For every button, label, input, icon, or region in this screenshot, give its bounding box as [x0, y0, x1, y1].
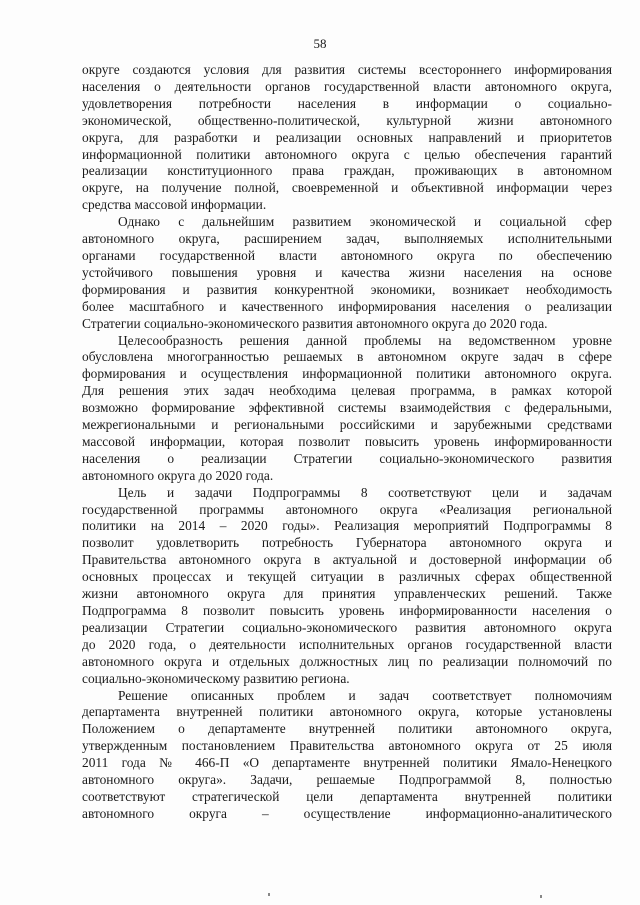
- text-line: Правительства автономного округа в актуальной и достоверной информации об: [82, 552, 612, 568]
- text-line: Стратегии социально-экономического развития автономного округа до 2020 года.: [82, 315, 548, 331]
- text-line: Подпрограмма 8 позволит повысить уровень информированности населения о: [82, 603, 612, 618]
- paragraph: [82, 214, 612, 332]
- text-line: до 2020 года, о деятельности исполнительных органов государственной власти: [82, 636, 612, 652]
- text-line: Однако с дальнейшим развитием экономической и социальной сфер: [118, 214, 612, 230]
- text-line: Положением о департаменте внутренней политики автономного округа,: [82, 721, 612, 737]
- text-line: реализации конституционного права граждан, проживающих в автономном: [82, 163, 612, 179]
- text-line: устойчивого повышения уровня и качества жизни населения на основе: [82, 264, 612, 280]
- text-line: соответствуют стратегической цели департамента внутренней политики: [82, 788, 612, 804]
- paragraph: [82, 688, 612, 823]
- text-line: автономного округа – осуществление информационно-аналитического: [82, 805, 612, 821]
- text-line: реализации Стратегии социально-экономического развития автономного округа: [82, 619, 612, 635]
- text-line: 2011 года № 466-П «О департаменте внутренней политики Ямало-Ненецкого: [82, 755, 612, 771]
- text-line: формирования и осуществления информационной политики автономного округа.: [82, 366, 612, 382]
- text-line: Решение описанных проблем и задач соответствует полномочиям: [118, 687, 612, 703]
- text-line: жизни автономного округа для принятия управленческих решений. Также: [82, 586, 612, 602]
- text-line: автономного округа и отдельных должностных лиц по реализации полномочий по: [82, 653, 612, 669]
- text-line: округа, для разработки и реализации основных направлений и приоритетов: [82, 129, 612, 145]
- text-line: округе, на получение полной, своевременной и объективной информации через: [82, 180, 612, 196]
- text-line: более масштабного и качественного информирования населения о реализации: [82, 298, 612, 314]
- scan-speck: [540, 895, 542, 898]
- paragraph: [82, 333, 612, 485]
- text-line: средства массовой информации.: [82, 197, 267, 213]
- text-line: округе создаются условия для развития системы всестороннего информирования: [82, 62, 612, 77]
- text-line: Цель и задачи Подпрограммы 8 соответствуют цели и задачам: [118, 484, 612, 500]
- text-line: удовлетворения потребности населения в информации о социально-: [82, 95, 612, 111]
- paragraph: [82, 485, 612, 688]
- text-line: Для решения этих задач необходима целевая программа, в рамках которой: [82, 383, 612, 399]
- text-line: департамента внутренней политики автономного округа, которые установлены: [82, 704, 612, 720]
- text-line: социально-экономическому развитию региона.: [82, 670, 350, 686]
- body-text: [82, 62, 612, 823]
- text-line: информационной политики автономного округа с целью обеспечения гарантий: [82, 146, 612, 162]
- text-line: государственной программы автономного округа «Реализация региональной: [82, 501, 612, 517]
- page-number: 58: [313, 36, 327, 51]
- text-line: позволит удовлетворить потребность Губернатора автономного округа и: [82, 535, 612, 551]
- text-line: автономного округа». Задачи, решаемые Подпрограммой 8, полностью: [82, 772, 612, 788]
- text-line: утвержденным постановлением Правительства автономного округа от 25 июля: [82, 738, 612, 754]
- text-line: массовой информации, которая позволит повысить уровень информированности: [82, 433, 612, 449]
- paragraph: [82, 62, 612, 214]
- text-line: основных процессах и текущей ситуации в различных сферах общественной: [82, 569, 612, 585]
- text-line: населения о деятельности органов государственной власти автономного округа,: [82, 78, 612, 94]
- text-line: экономической, общественно-политической, культурной жизни автономного: [82, 112, 612, 128]
- text-line: межрегиональными и региональными российскими и зарубежными средствами: [82, 417, 612, 433]
- text-line: политики на 2014 – 2020 годы». Реализация мероприятий Подпрограммы 8: [82, 518, 612, 534]
- text-line: населения о реализации Стратегии социально-экономического развития: [82, 450, 612, 466]
- text-line: формирования и развития конкурентной экономики, возникает необходимость: [82, 281, 612, 297]
- text-line: автономного округа, расширением задач, выполняемых исполнительными: [82, 231, 612, 247]
- text-line: возможно формирование эффективной системы взаимодействия с федеральными,: [82, 400, 612, 416]
- text-line: органами государственной власти автономного округа по обеспечению: [82, 247, 612, 263]
- text-line: обусловлена многогранностью решаемых в автономном округе задач в сфере: [82, 349, 612, 365]
- text-line: автономного округа до 2020 года.: [82, 467, 274, 483]
- scan-speck: [268, 893, 270, 896]
- text-line: Целесообразность решения данной проблемы на ведомственном уровне: [118, 332, 612, 348]
